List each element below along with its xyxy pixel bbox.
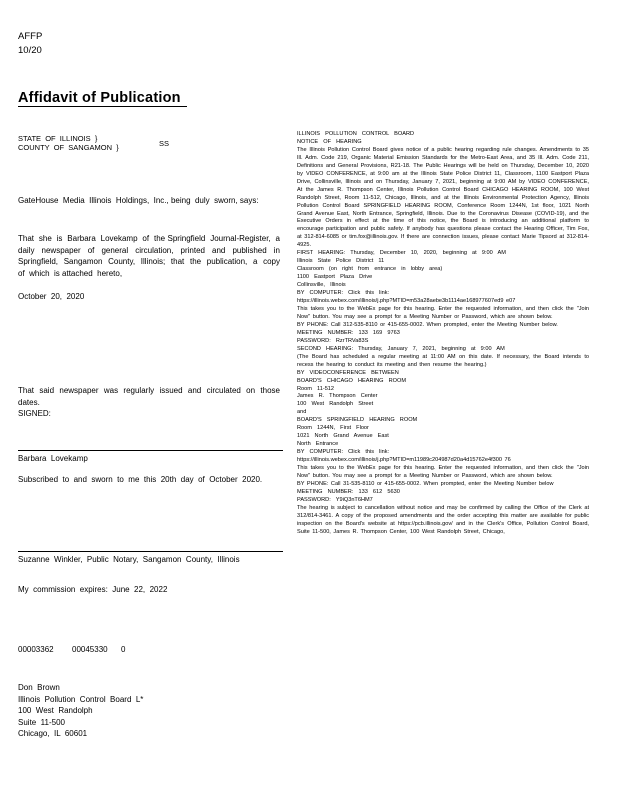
- venue-block: [18, 134, 178, 153]
- address-line: Illinois Pollution Control Board L*: [18, 694, 144, 704]
- document-header: [18, 30, 42, 58]
- subscribed-statement: Subscribed to and sworn to me this 20th day of October 2020.: [18, 475, 263, 484]
- notice-line: Illinois State Police District 11: [297, 258, 385, 265]
- notice-line: PASSWORD: RzrTRVa83S: [297, 337, 369, 344]
- notice-link: https://illinois.webex.com/illinois/j.php?MTID=m11989c204987d20a4d15762e4f300 76: [297, 457, 511, 464]
- notice-paragraph: BY PHONE: Call 31-535-8110 or 415-655-0002. When prompted, enter the Meeting Number below: [297, 480, 554, 487]
- notice-paragraph: BY PHONE: Call 312-535-8110 or 415-655-0002. When prompted, enter the Meeting Number below.: [297, 321, 558, 328]
- notice-line: 100 West Randolph Street: [297, 401, 374, 408]
- notice-line: BY VIDEOCONFERENCE BETWEEN: [297, 369, 399, 376]
- notice-line: NOTICE OF HEARING: [297, 138, 362, 145]
- notice-line: Room 1244N, First Floor: [297, 425, 369, 432]
- public-notice: [297, 131, 589, 537]
- venue-county: COUNTY OF SANGAMON }: [18, 143, 119, 153]
- publication-date: October 20, 2020: [18, 292, 85, 301]
- commission-expiry: My commission expires: June 22, 2022: [18, 585, 168, 594]
- account-number-2: 00045330: [72, 645, 108, 654]
- address-line: Chicago, IL 60601: [18, 729, 88, 739]
- notice-paragraph: The hearing is subject to cancellation without notice and may be confirmed by calling the Office of the Clerk at 312/814-3461. A copy of the proposed amendments and the order accepting this matter are available for public inspection on the Board's website at https://pcb.illinois.gov/ and in the Clerk's Office, Pollution Control Board, Suite 11-500, James R. Thompson Center, 100 West Randolph Street, Chicago,: [297, 504, 589, 535]
- address-line: Don Brown: [18, 683, 60, 692]
- notice-line: Collinsville, Illinois: [297, 282, 346, 289]
- notice-paragraph: This takes you to the WebEx page for this hearing. Enter the requested information, and then click the "Join Now" button. You may see a prompt for a Meeting Number or Password, which are shown below.: [297, 305, 589, 320]
- notice-paragraph: The Illinois Pollution Control Board gives notice of a public hearing regarding rule changes. Amendments to 35 Ill. Adm. Code 219, Organic Material Emission Standards for the Metro-East Area, and 35 Ill. Adm. Code 211, Definitions and General Provisions, R21-18. The Public Hearings will be held on Thursday, December 10, 2020 by VIDEO CONFERENCE, at 9:00 am at the Illinois State Police District 11, Classroom, 1100 Eastport Plaza Drive, Collinsville, Illinois and on Thursday, January 7, 2021, beginning at 9:00 AM by VIDEO CONFERENCE, At the James R. Thompson Center, Illinois Pollution Control Board CHICAGO HEARING ROOM, 100 West Randolph Street, Room 11-512, Chicago, Illinois, and at the Illinois Environmental Protection Agency, Illinois Pollution Control Board SPRINGFIELD HEARING ROOM, Conference Room 1244N, 1st floor, 1021 North Grand Avenue East, North Entrance, Springfield, Illinois. Due to the Coronavirus Disease (COVID-19), and the Executive Orders in effect at the time of this notice, the Board is introducing an additional platform to encourage participation and public safety. If anybody has questions please contact the Hearing Officer, Tim Fox, at 312-814-6085 or tim.fox@illinois.gov. If there are connection issues, please contact Marie Tipsord at 312-814-4925.: [297, 146, 589, 249]
- notice-line: Room 11-512: [297, 385, 335, 392]
- address-line: Suite 11-500: [18, 717, 65, 727]
- notice-line: 1100 Eastport Plaza Drive: [297, 274, 373, 281]
- notice-line: PASSWORD: Y9iQ3nT6HM7: [297, 496, 373, 503]
- notice-line: Classroom (on right from entrance in lobby area): [297, 266, 443, 273]
- notary-name: Suzanne Winkler, Public Notary, Sangamon County, Illinois: [18, 555, 240, 564]
- notary-line: [18, 551, 283, 552]
- notice-line: BOARD'S CHICAGO HEARING ROOM: [297, 377, 407, 384]
- notice-line: 1021 North Grand Avenue East: [297, 433, 389, 440]
- notice-line: James R. Thompson Center: [297, 393, 378, 400]
- form-date: 10/20: [18, 45, 42, 56]
- form-code: AFFP: [18, 31, 43, 42]
- signed-label: SIGNED:: [18, 409, 51, 418]
- statement-paragraph: That she is Barbara Lovekamp of the Springfield Journal-Register, a daily newspaper of general circulation, printed and published in Springfield, Sangamon County, Illinois; that the publication, a copy of which is attached hereto,: [18, 234, 285, 278]
- notice-link: https://illinois.webex.com/illinois/j.php?MTID=m53a28aebe3b1114ae168977607ed9 e07: [297, 298, 516, 305]
- notice-line: North Entrance: [297, 441, 339, 448]
- address-line: 100 West Randolph: [18, 706, 93, 716]
- notice-line: ILLINOIS POLLUTION CONTROL BOARD: [297, 131, 415, 137]
- notice-line: MEETING NUMBER: 133 169 9763: [297, 329, 400, 336]
- account-number-1: 00003362: [18, 645, 54, 654]
- notice-paragraph: This takes you to the WebEx page for this hearing. Enter the requested information, and then click the "Join Now" button. You may see a prompt for a Meeting Number or Password, which are shown below.: [297, 465, 589, 479]
- notice-line: BOARD'S SPRINGFIELD HEARING ROOM: [297, 417, 418, 424]
- signature-line: [18, 450, 283, 451]
- notice-line: and: [297, 409, 307, 416]
- notice-paragraph: (The Board has scheduled a regular meeting at 11:00 AM on this date. If necessary, the Board intends to recess the hearing to conduct its meeting and then resume the hearing.): [297, 353, 589, 368]
- notice-line: FIRST HEARING: Thursday, December 10, 2020, beginning at 9:00 AM: [297, 250, 506, 257]
- venue-state: STATE OF ILLINOIS }: [18, 134, 98, 143]
- mailing-address: [18, 682, 143, 740]
- affiant-intro: GateHouse Media Illinois Holdings, Inc., being duly sworn, says:: [18, 196, 259, 205]
- account-number-3: 0: [121, 645, 126, 654]
- regular-statement: That said newspaper was regularly issued and circulated on those dates.: [18, 386, 285, 407]
- notice-line: MEETING NUMBER: 133 612 5630: [297, 488, 400, 495]
- notice-line: BY COMPUTER: Click this link:: [297, 290, 390, 297]
- notice-line: BY COMPUTER: Click this link:: [297, 449, 390, 456]
- signer-name: Barbara Lovekamp: [18, 454, 88, 463]
- ss-mark: SS: [159, 139, 170, 148]
- notice-line: SECOND HEARING: Thursday, January 7, 2021, beginning at 9:00 AM: [297, 345, 505, 352]
- page-title: Affidavit of Publication: [18, 90, 187, 107]
